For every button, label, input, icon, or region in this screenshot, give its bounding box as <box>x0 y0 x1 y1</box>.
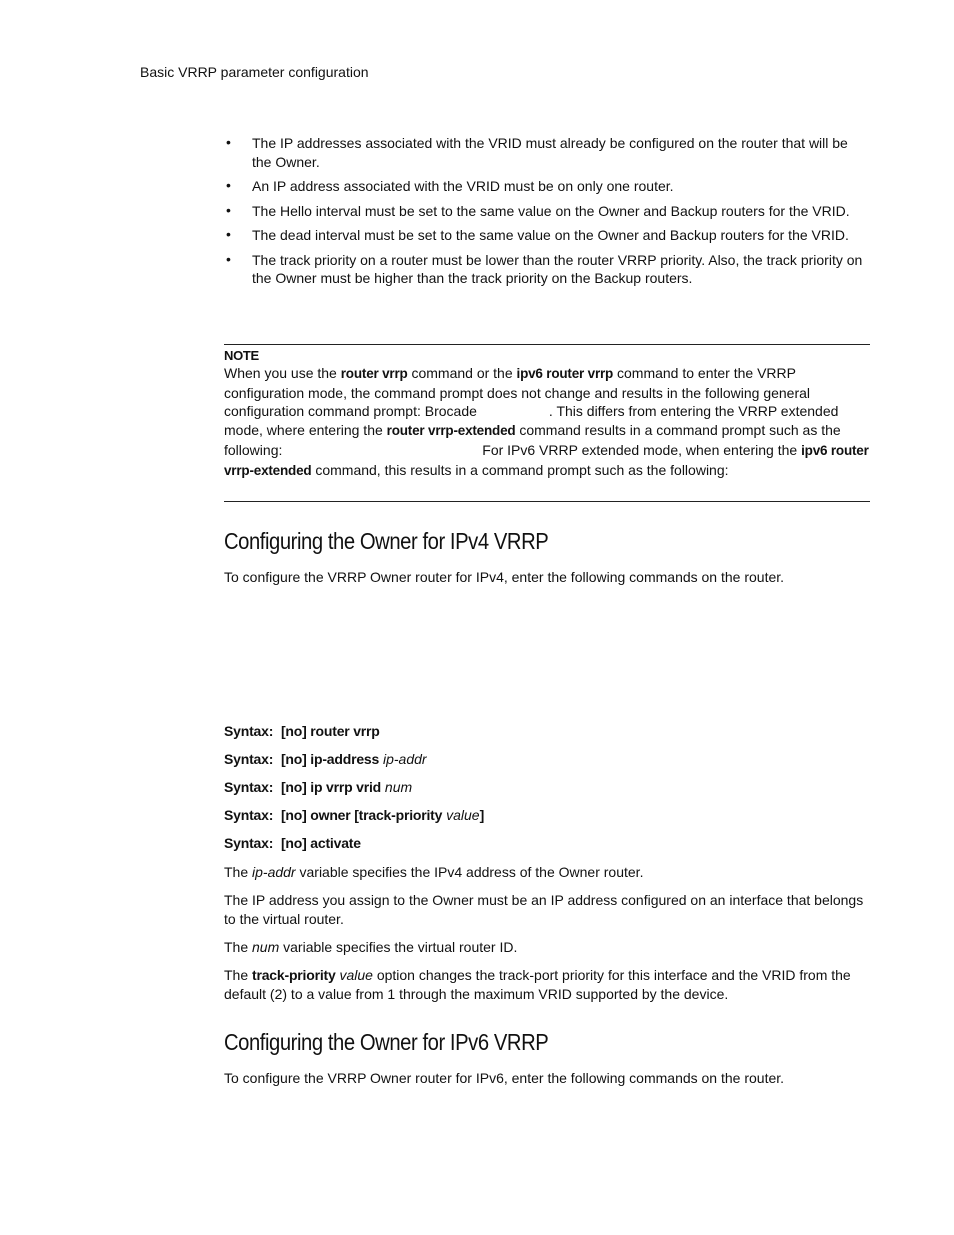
list-item: • An IP address associated with the VRID must be on only one router. <box>226 177 674 194</box>
note-title: NOTE <box>224 348 259 363</box>
list-item: • The dead interval must be set to the same value on the Owner and Backup routers for the VRID. <box>226 226 849 243</box>
paragraph: The IP address you assign to the Owner must be an IP address configured on an interface that belongs to the virtual router. <box>224 892 864 927</box>
requirements-list <box>224 134 870 294</box>
section-intro-ipv4: To configure the VRRP Owner router for IPv4, enter the following commands on the router. <box>224 569 785 585</box>
note-body: When you use the router vrrp command or the ipv6 router vrrp command to enter the VRRP configuration mode, the command prompt does not change and results in the following general configuration command prompt: Brocade . This differs from entering the VRRP extended mode, where entering the router vrrp-extended command results in a command prompt such as the following: For IPv6 VRRP extended mode, when entering the ipv6 router vrrp-extended command, this results in a command prompt such as the following: <box>224 365 869 478</box>
section-heading-ipv4: Configuring the Owner for IPv4 VRRP <box>224 528 549 554</box>
note-box <box>224 344 870 502</box>
syntax-line: Syntax: [no] owner [track-priority value] <box>224 807 485 823</box>
paragraph: The num variable specifies the virtual router ID. <box>224 939 518 955</box>
list-item: • The Hello interval must be set to the same value on the Owner and Backup routers for the VRID. <box>226 201 850 219</box>
paragraph: The ip-addr variable specifies the IPv4 address of the Owner router. <box>224 864 644 880</box>
list-item: • The IP addresses associated with the VRID must already be configured on the router that will be the Owner. <box>226 134 848 170</box>
syntax-line: Syntax: [no] ip-address ip-addr <box>224 751 427 767</box>
section-heading-ipv6: Configuring the Owner for IPv6 VRRP <box>224 1029 549 1055</box>
paragraph: The track-priority value option changes the track-port priority for this interface and the VRID from the default (2) to a value from 1 through the maximum VRID supported by the device. <box>224 967 851 1002</box>
list-item: • The track priority on a router must be lower than the router VRRP priority. Also, the track priority on the Owner must be higher than the track priority on the Backup routers. <box>226 250 863 286</box>
syntax-line: Syntax: [no] router vrrp <box>224 723 380 739</box>
syntax-line: Syntax: [no] ip vrrp vrid num <box>224 779 413 795</box>
section-intro-ipv6: To configure the VRRP Owner router for IPv6, enter the following commands on the router. <box>224 1070 785 1086</box>
syntax-line: Syntax: [no] activate <box>224 835 361 851</box>
running-header: Basic VRRP parameter configuration <box>140 64 369 80</box>
